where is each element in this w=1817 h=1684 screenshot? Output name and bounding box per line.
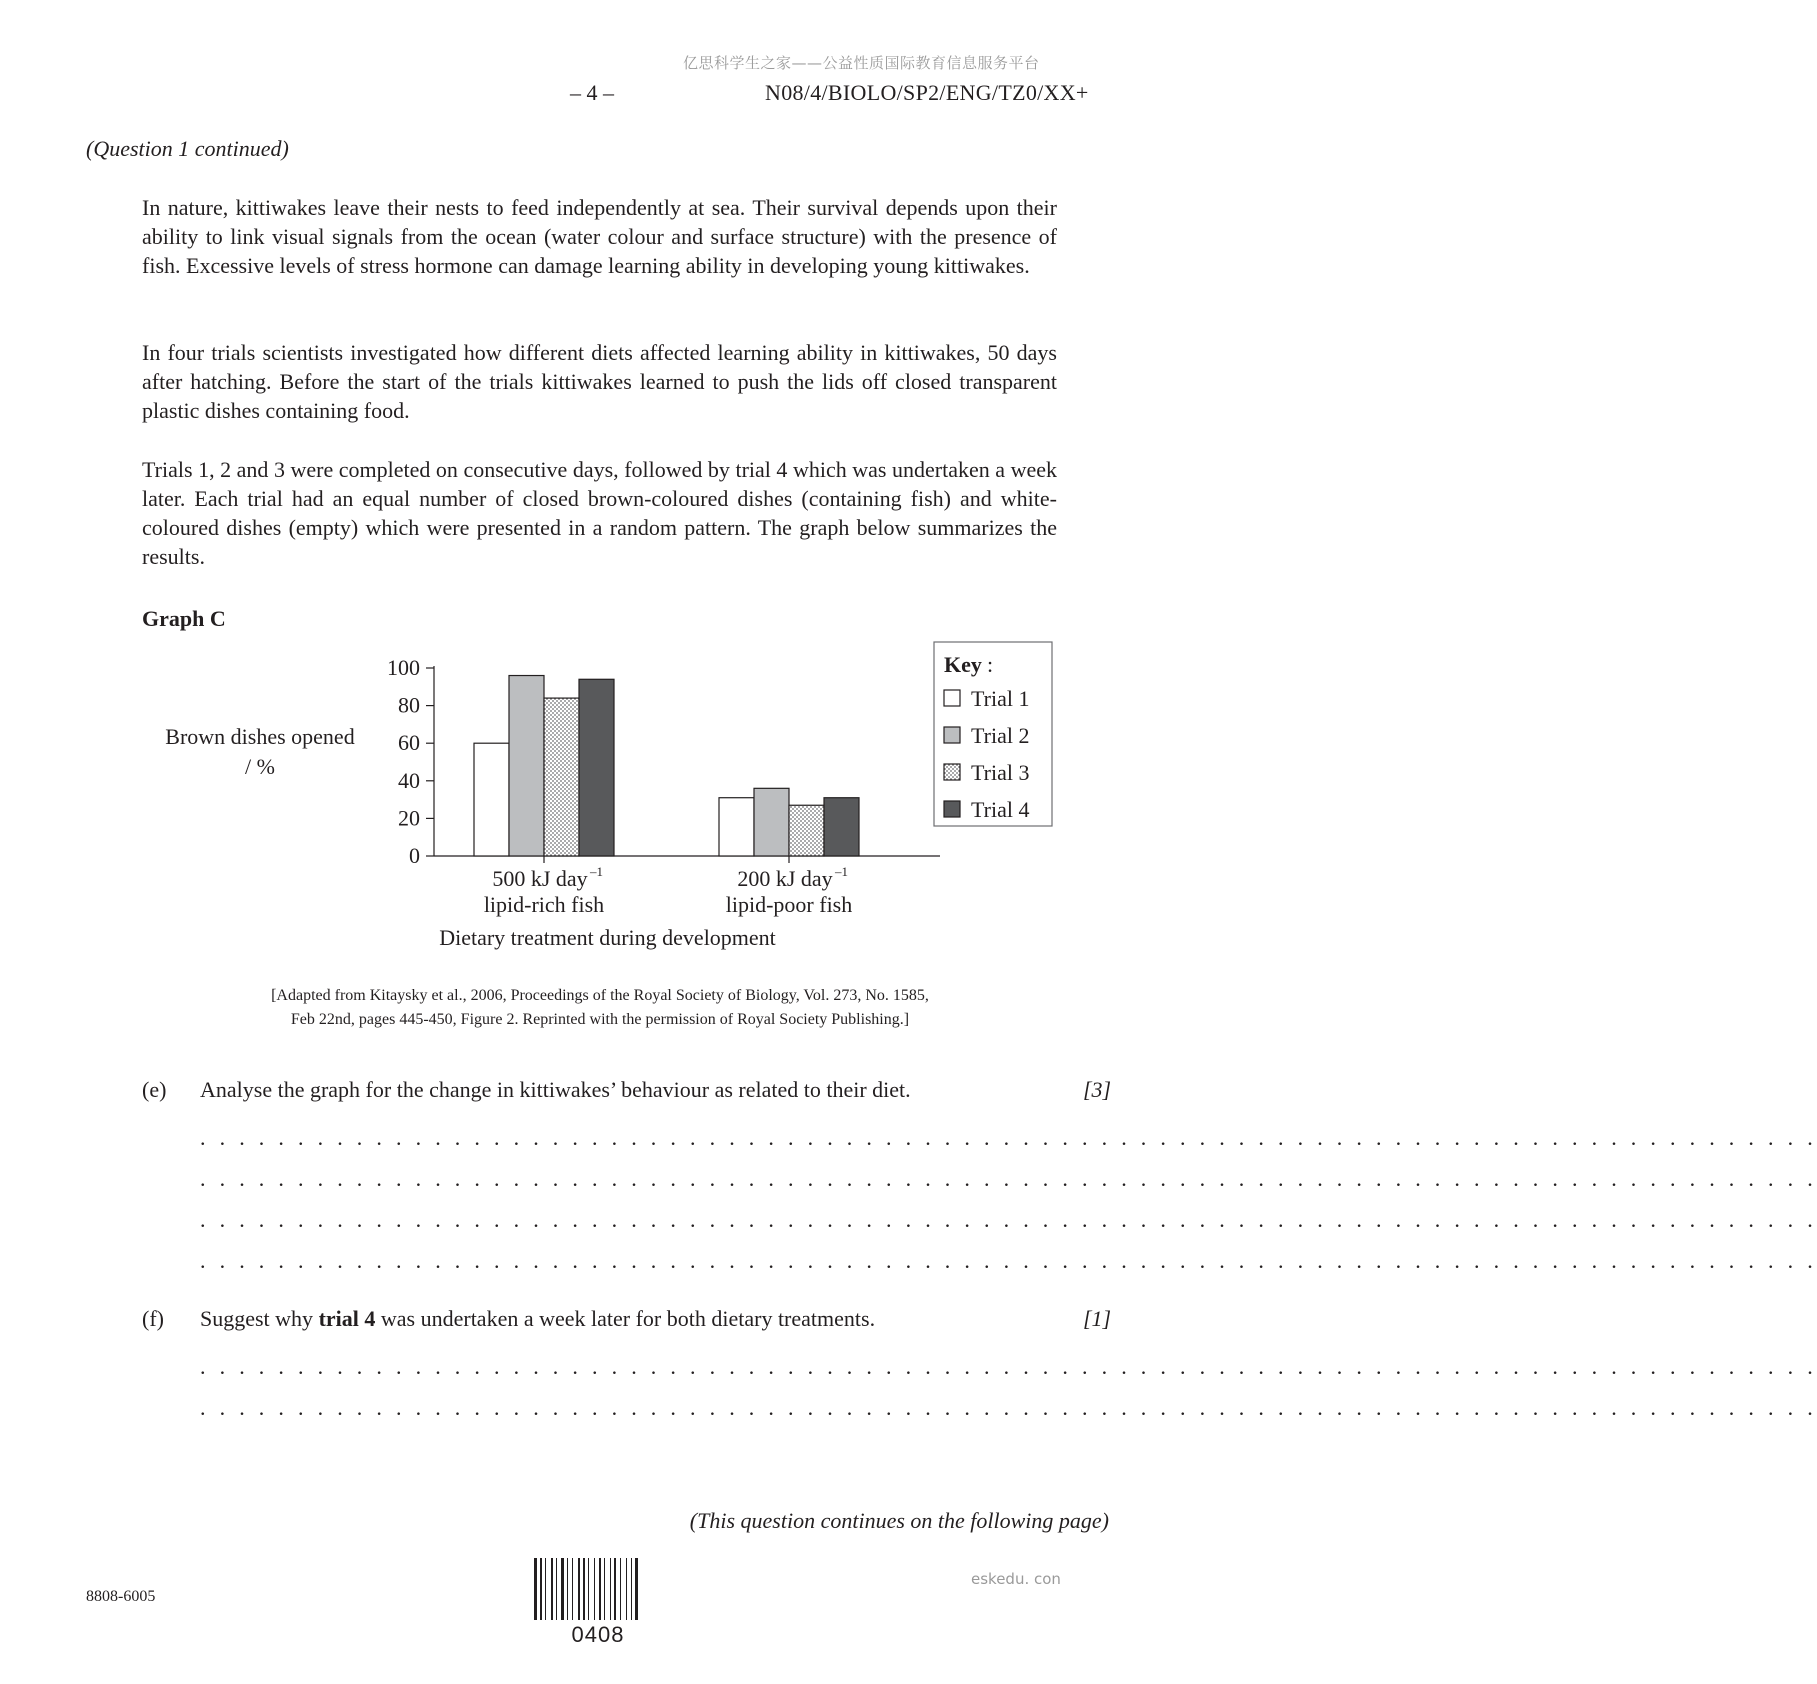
bar-trial-3-cat2 xyxy=(789,805,824,856)
bar-trial-4-cat1 xyxy=(579,679,614,856)
y-tick-label: 0 xyxy=(409,843,420,868)
bar-trial-1-cat1 xyxy=(474,743,509,856)
barcode-bar xyxy=(561,1558,564,1620)
bar-trial-4-cat2 xyxy=(824,798,859,856)
y-tick-label: 80 xyxy=(398,692,420,718)
y-tick-label: 100 xyxy=(387,655,420,680)
barcode-bar xyxy=(599,1558,601,1620)
barcode-bar xyxy=(567,1558,568,1620)
barcode-bar xyxy=(551,1558,553,1620)
legend-label-1: Trial 1 xyxy=(971,686,1030,711)
page-number: – 4 – xyxy=(570,80,614,105)
x-category-label-line2: lipid-rich fish xyxy=(483,892,605,917)
intro-paragraph-1: In nature, kittiwakes leave their nests to feed independently at sea. Their survival depends upon their ability to link visual signals from the ocean (water colour and surface structure) with the presence of fish. Excessive levels of stress hormone can damage learning ability in developing young kittiwakes. xyxy=(142,195,1057,278)
barcode-bar xyxy=(635,1558,638,1620)
barcode-bar xyxy=(620,1558,621,1620)
barcode-bar xyxy=(556,1558,557,1620)
question-f-text-after: was undertaken a week later for both dietary treatments. xyxy=(375,1306,876,1331)
answer-line-e-3[interactable]: . . . . . . . . . . . . . . . . . . . . . . . . . . . . . . . . . . . . . . . . . . . . . . . . . . . . . . . . . . . . . . . . . . . . . . . . . . . . . . . . . . . xyxy=(200,1207,1817,1232)
legend-swatch-4 xyxy=(944,801,960,817)
barcode-number: 0408 xyxy=(571,1622,625,1647)
question-f-text xyxy=(200,1306,875,1332)
barcode-bar xyxy=(610,1558,611,1620)
answer-line-e-4[interactable]: . . . . . . . . . . . . . . . . . . . . . . . . . . . . . . . . . . . . . . . . . . . . . . . . . . . . . . . . . . . . . . . . . . . . . . . . . . . . . . . . . . . xyxy=(200,1248,1817,1273)
graph-source xyxy=(180,984,1020,1032)
intro-paragraph-2: In four trials scientists investigated how different diets affected learning ability in kittiwakes, 50 days after hatching. Before the start of the trials kittiwakes learned to push the lids off closed transparent plastic dishes containing food. xyxy=(142,340,1057,423)
barcode-bar xyxy=(578,1558,580,1620)
question-f-text-before: Suggest why xyxy=(200,1306,319,1331)
answer-line-f-1[interactable]: . . . . . . . . . . . . . . . . . . . . . . . . . . . . . . . . . . . . . . . . . . . . . . . . . . . . . . . . . . . . . . . . . . . . . . . . . . . . . . . . . . . xyxy=(200,1354,1817,1379)
barcode-bar xyxy=(572,1558,573,1620)
barcode-bar xyxy=(626,1558,627,1620)
legend-label-3: Trial 3 xyxy=(971,760,1030,785)
header-watermark: 亿思科学生之家——公益性质国际教育信息服务平台 xyxy=(683,54,1040,72)
answer-line-e-1[interactable]: . . . . . . . . . . . . . . . . . . . . . . . . . . . . . . . . . . . . . . . . . . . . . . . . . . . . . . . . . . . . . . . . . . . . . . . . . . . . . . . . . . . xyxy=(200,1125,1817,1150)
legend-title: Key xyxy=(944,652,982,677)
legend-swatch-2 xyxy=(944,727,960,743)
x-category-label-sup: –1 xyxy=(835,864,848,879)
question-f-label: (f) xyxy=(142,1306,164,1331)
barcode-bar xyxy=(614,1558,616,1620)
question-f-text-bold: trial 4 xyxy=(318,1306,376,1331)
answer-line-f-2[interactable]: . . . . . . . . . . . . . . . . . . . . . . . . . . . . . . . . . . . . . . . . . . . . . . . . . . . . . . . . . . . . . . . . . . . . . . . . . . . . . . . . . . . xyxy=(200,1395,1817,1420)
footer-code: 8808-6005 xyxy=(86,1588,156,1605)
continues-note: (This question continues on the following page) xyxy=(689,1508,1109,1533)
bar-trial-2-cat1 xyxy=(509,676,544,856)
question-continued: (Question 1 continued) xyxy=(86,136,289,161)
legend-label-2: Trial 2 xyxy=(971,723,1030,748)
question-f-marks: [1] xyxy=(1083,1306,1112,1331)
question-e-text: Analyse the graph for the change in kittiwakes’ behaviour as related to their diet. xyxy=(200,1077,911,1102)
answer-line-e-2[interactable]: . . . . . . . . . . . . . . . . . . . . . . . . . . . . . . . . . . . . . . . . . . . . . . . . . . . . . . . . . . . . . . . . . . . . . . . . . . . . . . . . . . . xyxy=(200,1166,1817,1191)
y-axis-label xyxy=(140,722,380,782)
x-category-label-line2: lipid-poor fish xyxy=(725,892,853,917)
y-tick-label: 60 xyxy=(398,730,420,756)
barcode-bar xyxy=(604,1558,605,1620)
graph-title: Graph C xyxy=(142,606,226,631)
footer-watermark: eskedu. con xyxy=(971,1570,1061,1588)
bar-trial-3-cat1 xyxy=(544,698,579,856)
legend-label-4: Trial 4 xyxy=(971,797,1030,822)
source-line-1: [Adapted from Kitaysky et al., 2006, Proceedings of the Royal Society of Biology, Vol. 273, No. 1585, xyxy=(271,987,929,1004)
bar-trial-2-cat2 xyxy=(754,788,789,856)
x-category-label-line1: 500 kJ day xyxy=(492,866,588,891)
y-axis-label-line1: Brown dishes opened xyxy=(165,724,355,749)
barcode-bar xyxy=(545,1558,546,1620)
y-tick-label: 40 xyxy=(398,767,420,793)
barcode-bar xyxy=(583,1558,585,1620)
x-axis-label: Dietary treatment during development xyxy=(439,925,776,950)
x-category-label-sup: –1 xyxy=(590,864,603,879)
x-category-label-line1: 200 kJ day xyxy=(737,866,833,891)
barcode-bar xyxy=(588,1558,589,1620)
legend-swatch-1 xyxy=(944,690,960,706)
question-e-marks: [3] xyxy=(1083,1077,1112,1102)
source-line-2: Feb 22nd, pages 445-450, Figure 2. Reprinted with the permission of Royal Society Publishing.] xyxy=(290,1011,910,1028)
bar-trial-1-cat2 xyxy=(719,798,754,856)
paper-code: N08/4/BIOLO/SP2/ENG/TZ0/XX+ xyxy=(765,80,1089,105)
legend-swatch-3 xyxy=(944,764,960,780)
y-axis-label-line2: / % xyxy=(245,754,275,779)
barcode-bar xyxy=(540,1558,542,1620)
question-e-label: (e) xyxy=(142,1077,167,1102)
barcode-bar xyxy=(534,1558,537,1620)
bar-chart xyxy=(370,630,1070,920)
legend-title-colon: : xyxy=(987,652,994,677)
y-tick-label: 20 xyxy=(398,805,420,831)
intro-paragraph-3: Trials 1, 2 and 3 were completed on consecutive days, followed by trial 4 which was undertaken a week later. Each trial had an equal number of closed brown-coloured dishes (containing fish) and white-coloured dishes (empty) which were presented in a random pattern. The graph below summarizes the results. xyxy=(142,457,1057,569)
barcode-bar xyxy=(631,1558,632,1620)
barcode-icon xyxy=(532,1558,664,1620)
barcode-bar xyxy=(594,1558,595,1620)
